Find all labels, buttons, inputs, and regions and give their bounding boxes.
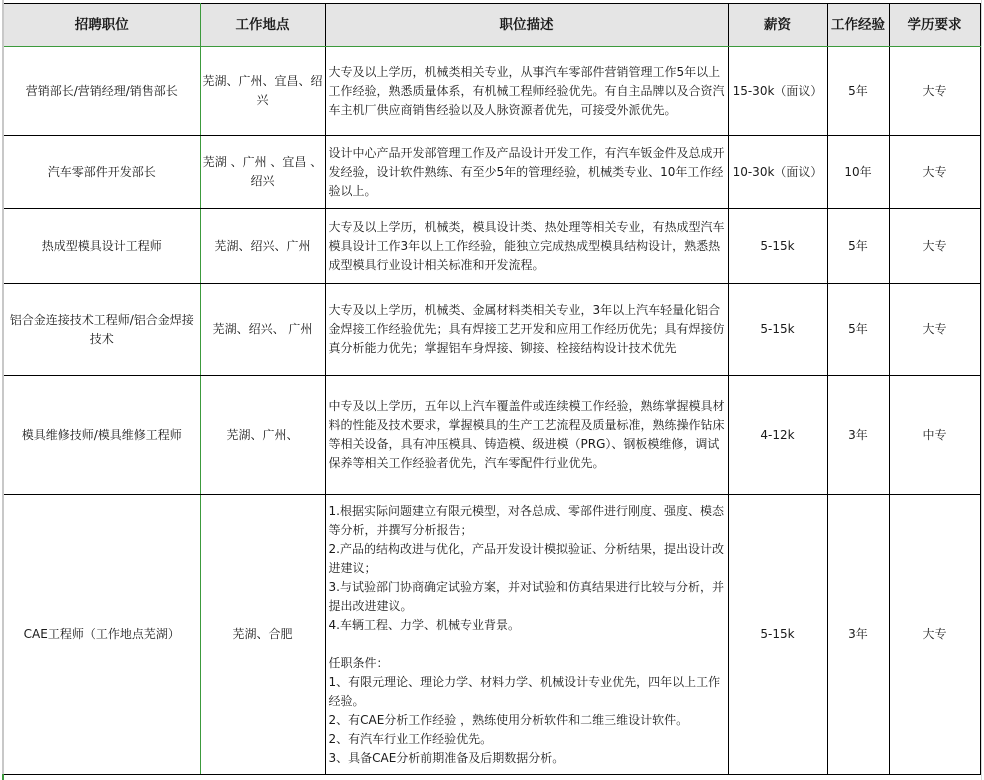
description-line: 1.根据实际问题建立有限元模型，对各总成、零部件进行刚度、强度、模态等分析，并撰写分析报告； [328,503,724,537]
position-cell[interactable]: CAE工程师（工作地点芜湖） [4,495,200,775]
salary-cell[interactable]: 5-15k [728,495,827,775]
description-line: 任职条件： [328,655,389,670]
header-location[interactable]: 工作地点 [200,4,325,47]
description-line: 1、有限元理论、理论力学、材料力学、机械设计专业优先，四年以上工作经验。 [328,674,721,708]
description-cell[interactable]: 大专及以上学历，机械类、金属材料类相关专业，3年以上汽车轻量化铝合金焊接工作经验优先；具有焊接工艺开发和应用工作经历优先；具有焊接仿真分析能力优先；掌握铝车身焊接、铆接、栓接结构设计技术优先 [325,284,728,376]
table-row [4,284,980,376]
description-cell[interactable]: 大专及以上学历，机械类相关专业，从事汽车零部件营销管理工作5年以上工作经验，熟悉质量体系，有机械工程师经验优先。有自主品牌以及合资汽车主机厂供应商销售经验以及人脉资源者优先，可接受外派优先。 [325,47,728,136]
table-row [4,47,980,136]
description-line: 2.产品的结构改进与优化，产品开发设计模拟验证、分析结果，提出设计改进建议； [328,541,724,575]
education-cell[interactable]: 大专 [889,136,980,209]
education-cell[interactable]: 大专 [889,284,980,376]
table-row [4,136,980,209]
location-cell[interactable]: 芜湖、广州、 [200,376,325,495]
experience-cell[interactable]: 5年 [827,47,889,136]
header-row [4,4,980,47]
salary-cell[interactable]: 10-30k（面议） [728,136,827,209]
location-cell[interactable]: 芜湖、绍兴、广州 [200,209,325,284]
education-cell[interactable]: 大专 [889,495,980,775]
description-line: 3、具备CAE分析前期准备及后期数据分析。 [328,750,565,765]
description-line: 2、有汽车行业工作经验优先。 [328,731,493,746]
description-line: 2、有CAE分析工作经验 ，熟练使用分析软件和二维三维设计软件。 [328,712,689,727]
position-cell[interactable]: 汽车零部件开发部长 [4,136,200,209]
education-cell[interactable]: 大专 [889,47,980,136]
table-row [4,495,980,775]
description-line: 4.车辆工程、力学、机械专业背景。 [328,617,520,632]
job-table [4,3,981,775]
experience-cell[interactable]: 3年 [827,495,889,775]
description-cell[interactable] [325,495,728,775]
salary-cell[interactable]: 4-12k [728,376,827,495]
description-cell[interactable]: 大专及以上学历，机械类，模具设计类、热处理等相关专业，有热成型汽车模具设计工作3年以上工作经验，能独立完成热成型模具结构设计，熟悉热成型模具行业设计相关标准和开发流程。 [325,209,728,284]
location-cell[interactable]: 芜湖、绍兴、 广州 [200,284,325,376]
experience-cell[interactable]: 10年 [827,136,889,209]
position-cell[interactable]: 模具维修技师/模具维修工程师 [4,376,200,495]
position-cell[interactable]: 热成型模具设计工程师 [4,209,200,284]
description-line [329,635,725,654]
education-cell[interactable]: 中专 [889,376,980,495]
description-cell[interactable]: 中专及以上学历，五年以上汽车覆盖件或连续模工作经验，熟练掌握模具材料的性能及技术要求，掌握模具的生产工艺流程及质量标准，熟练操作钻床等相关设备，具有冲压模具、铸造模、级进模（PRG）、钢板模维修，调试保养等相关工作经验者优先，汽车零配件行业优先。 [325,376,728,495]
education-cell[interactable]: 大专 [889,209,980,284]
position-cell[interactable]: 铝合金连接技术工程师/铝合金焊接技术 [4,284,200,376]
location-cell[interactable]: 芜湖 、广州 、宜昌 、 绍兴 [200,136,325,209]
header-experience[interactable]: 工作经验 [827,4,889,47]
location-cell[interactable]: 芜湖、合肥 [200,495,325,775]
location-cell[interactable]: 芜湖、广州、宜昌、绍兴 [200,47,325,136]
description-line: 3.与试验部门协商确定试验方案，并对试验和仿真结果进行比较与分析，并提出改进建议。 [328,579,724,613]
header-salary[interactable]: 薪资 [728,4,827,47]
header-education[interactable]: 学历要求 [889,4,980,47]
selection-marker [2,774,4,780]
position-cell[interactable]: 营销部长/营销经理/销售部长 [4,47,200,136]
header-description[interactable]: 职位描述 [325,4,728,47]
description-cell[interactable]: 设计中心产品开发部管理工作及产品设计开发工作，有汽车钣金件及总成开发经验，设计软件熟练、有至少5年的管理经验，机械类专业、10年工作经验以上。 [325,136,728,209]
salary-cell[interactable]: 5-15k [728,284,827,376]
experience-cell[interactable]: 5年 [827,284,889,376]
table-row [4,209,980,284]
experience-cell[interactable]: 5年 [827,209,889,284]
experience-cell[interactable]: 3年 [827,376,889,495]
column-edge [981,0,982,780]
table-row [4,376,980,495]
salary-cell[interactable]: 15-30k（面议） [728,47,827,136]
salary-cell[interactable]: 5-15k [728,209,827,284]
header-position[interactable]: 招聘职位 [4,4,200,47]
